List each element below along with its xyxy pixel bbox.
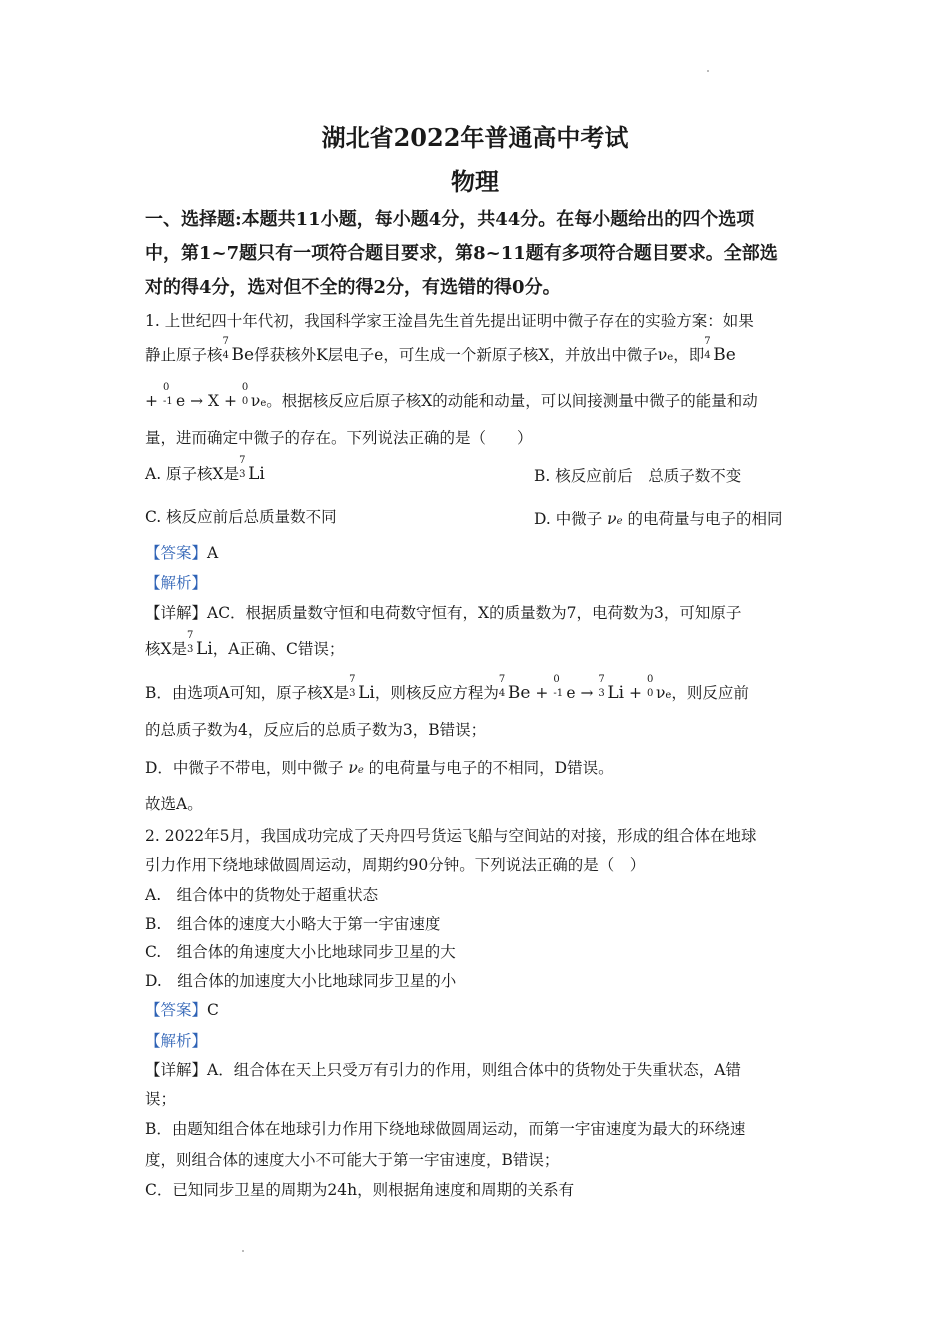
nuclide-nu: 0 0 νe [241,382,267,410]
q1-detail-line2: 核X是 7 3 Li，A正确、C错误； [145,630,345,659]
q1-option-b: B. 核反应前后 总质子数不变 [534,467,742,485]
q1-option-c: C. 核反应前后总质量数不同 [145,508,337,526]
q1-option-a: A. 原子核X是 7 3 Li [145,455,265,484]
q1-option-d: D. 中微子 νe 的电荷量与电子的相同 [534,510,783,528]
q1-detail-line5: D．中微子不带电，则中微子 νe 的电荷量与电子的不相同，D错误。 [145,759,614,777]
q2-detail-line3: B．由题知组合体在地球引力作用下绕地球做圆周运动，而第一宇宙速度为最大的环绕速 [145,1120,746,1138]
q1-stem-line2: 静止原子核 7 4 Be俘获核外K层电子e，可生成一个新原子核X，并放出中微子νe，即 7 4 Be [145,336,736,365]
q1-l2b: 俘获核外K层电子e，可生成一个新原子核X，并放出中微子ν [254,346,668,364]
nuclide-be: 7 4 Be [222,336,255,365]
nuclide-li: 7 3 Li [349,674,375,703]
q2-detail-line1: 【详解】A．组合体在天上只受万有引力的作用，则组合体中的货物处于失重状态，A错 [145,1061,741,1079]
q2-analysis-tag: 【解析】 [145,1032,208,1050]
q1-detail-line1: 【详解】AC．根据质量数守恒和电荷数守恒有，X的质量数为7，电荷数为3，可知原子 [145,604,742,622]
q2-option-a: A. 组合体中的货物处于超重状态 [145,886,379,904]
q1-detail-line3: B．由选项A可知，原子核X是 7 3 Li，则核反应方程为 7 4 Be + 0 -1 e → 7 3 Li + 0 0 νe，则反应前 [145,683,749,706]
q1-detail-line4: 的总质子数为4，反应后的总质子数为3，B错误； [145,721,487,739]
nuclide-be: 7 4 Be [498,674,531,703]
nuclide-nu: 0 0 νe [646,674,672,702]
q1-analysis-tag: 【解析】 [145,574,208,592]
doc-title: 湖北省2022年普通高中考试 [321,123,629,152]
answer-tag: 【答案】 [145,1001,208,1019]
q1-l2a: 静止原子核 [145,346,223,364]
section-header-line1: 一、选择题:本题共11小题，每小题4分，共44分。在每小题给出的四个选项 [145,209,755,230]
nuclide-li: 7 3 Li [598,674,625,703]
scan-speck [707,70,709,72]
nuclide-li: 7 3 Li [187,630,213,659]
q1-answer: 【答案】A [145,544,219,562]
q2-option-c: C. 组合体的角速度大小比地球同步卫星的大 [145,943,456,961]
q2-stem-line1: 2. 2022年5月，我国成功完成了天舟四号货运飞船与空间站的对接，形成的组合体在地球 [145,827,757,845]
nuclide-e: 0 -1 e [553,674,576,702]
q1-stem-line3: + 0 -1 e → X + 0 0 νe。根据核反应后原子核X的动能和动量，可以间接测量中微子的能量和动 [145,391,758,414]
q1-stem-line1: 1. 上世纪四十年代初，我国科学家王淦昌先生首先提出证明中微子存在的实验方案：如果 [145,312,754,330]
answer-tag: 【答案】 [145,544,208,562]
nuclide-be: 7 4 Be [704,336,736,365]
q2-stem-line2: 引力作用下绕地球做圆周运动，周期约90分钟。下列说法正确的是（ ） [145,856,646,874]
q2-answer: 【答案】C [145,1001,219,1019]
q1-stem-line4: 量，进而确定中微子的存在。下列说法正确的是（ ） [145,429,533,447]
section-header-line2: 中，第1~7题只有一项符合题目要求，第8~11题有多项符合题目要求。全部选 [145,243,778,264]
nuclide-e: 0 -1 e [162,382,186,410]
doc-subject: 物理 [451,167,499,196]
nuclide-li: 7 3 Li [239,455,265,484]
q1-conclusion: 故选A。 [145,795,203,813]
scan-speck [242,1250,244,1252]
section-header-line3: 对的得4分，选对但不全的得2分，有选错的得0分。 [145,277,561,298]
q2-detail-line2: 误； [145,1090,177,1108]
q2-detail-line5: C．已知同步卫星的周期为24h，则根据角速度和周期的关系有 [145,1181,575,1199]
q2-option-d: D. 组合体的加速度大小比地球同步卫星的小 [145,972,457,990]
q2-option-b: B. 组合体的速度大小略大于第一宇宙速度 [145,915,441,933]
q2-detail-line4: 度，则组合体的速度大小不可能大于第一宇宙速度，B错误； [145,1151,560,1169]
q1-l2c: ，即 [673,346,705,364]
